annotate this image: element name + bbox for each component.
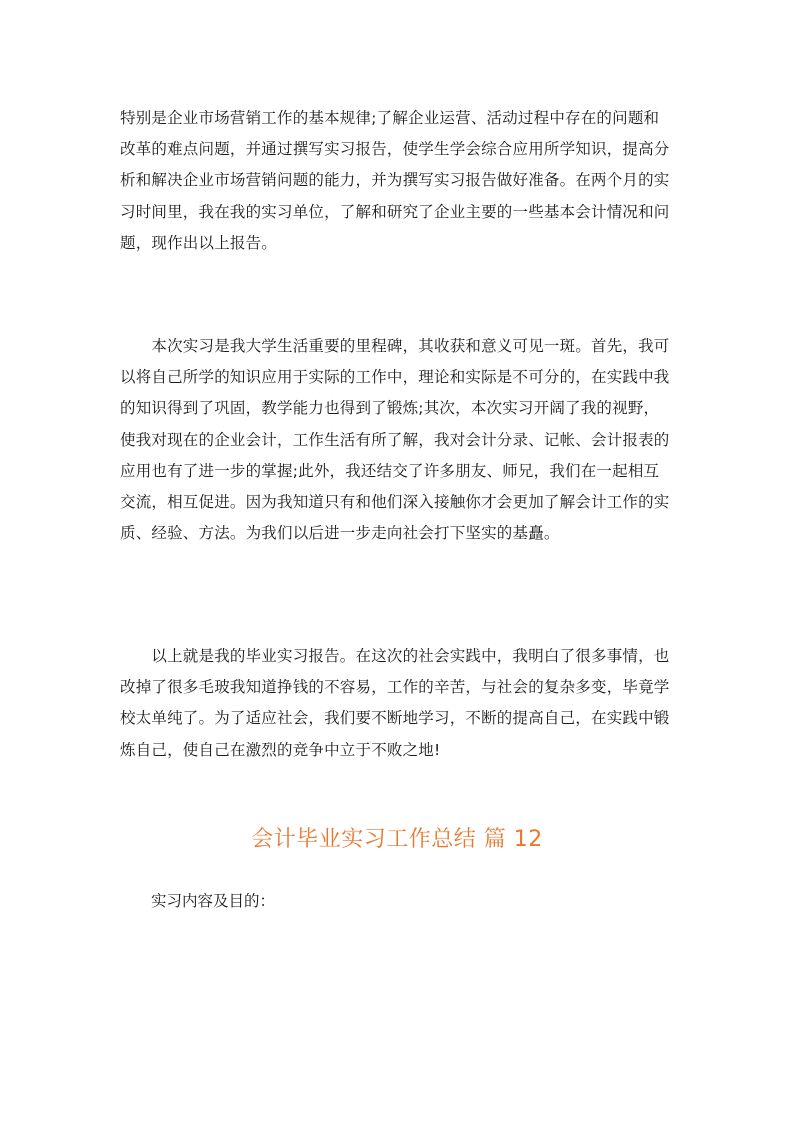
paragraph-line: 校太单纯了。为了适应社会，我们要不断地学习，不断的提高自己，在实践中锻 [120, 709, 670, 728]
paragraph-line: 特别是企业市场营销工作的基本规律;了解企业运营、活动过程中存在的问题和 [120, 109, 660, 127]
paragraph-2 [120, 331, 676, 549]
paragraph-line: 改革的难点问题，并通过撰写实习报告，使学生学会综合应用所学知识，提高分 [120, 140, 670, 159]
paragraph-line: 析和解决企业市场营销问题的能力，并为撰写实习报告做好准备。在两个月的实 [120, 171, 670, 190]
paragraph-3 [120, 641, 676, 766]
paragraph-line: 以将自己所学的知识应用于实际的工作中，理论和实际是不可分的，在实践中我 [120, 368, 670, 387]
paragraph-line: 改掉了很多毛玻我知道挣钱的不容易，工作的辛苦，与社会的复杂多变，毕竟学 [120, 678, 670, 697]
section-heading: 会计毕业实习工作总结 篇 12 [251, 827, 543, 852]
paragraph-1 [120, 103, 676, 259]
paragraph-line: 质、经验、方法。为我们以后进一步走向社会打下坚实的基矗。 [120, 524, 560, 543]
paragraph-line: 题，现作出以上报告。 [120, 233, 278, 252]
paragraph-line: 交流，相互促进。因为我知道只有和他们深入接触你才会更加了解会计工作的实 [120, 492, 670, 511]
paragraph-line: 习时间里，我在我的实习单位，了解和研究了企业主要的一些基本会计情况和问 [120, 202, 670, 221]
paragraph-line: 使我对现在的企业会计，工作生活有所了解，我对会计分录、记帐、会计报表的 [120, 430, 670, 449]
paragraph-line: 以上就是我的毕业实习报告。在这次的社会实践中，我明白了很多事情，也 [120, 647, 670, 665]
paragraph-line: 本次实习是我大学生活重要的里程碑，其收获和意义可见一斑。首先，我可 [120, 337, 670, 355]
paragraph-line: 应用也有了进一步的掌握;此外，我还结交了许多朋友、师兄，我们在一起相互 [120, 461, 660, 480]
paragraph-line: 炼自己，使自己在激烈的竞争中立于不败之地! [120, 740, 441, 759]
subsection-label: 实习内容及目的： [151, 892, 276, 910]
paragraph-line: 的知识得到了巩固，教学能力也得到了锻炼;其次，本次实习开阔了我的视野， [120, 399, 660, 418]
